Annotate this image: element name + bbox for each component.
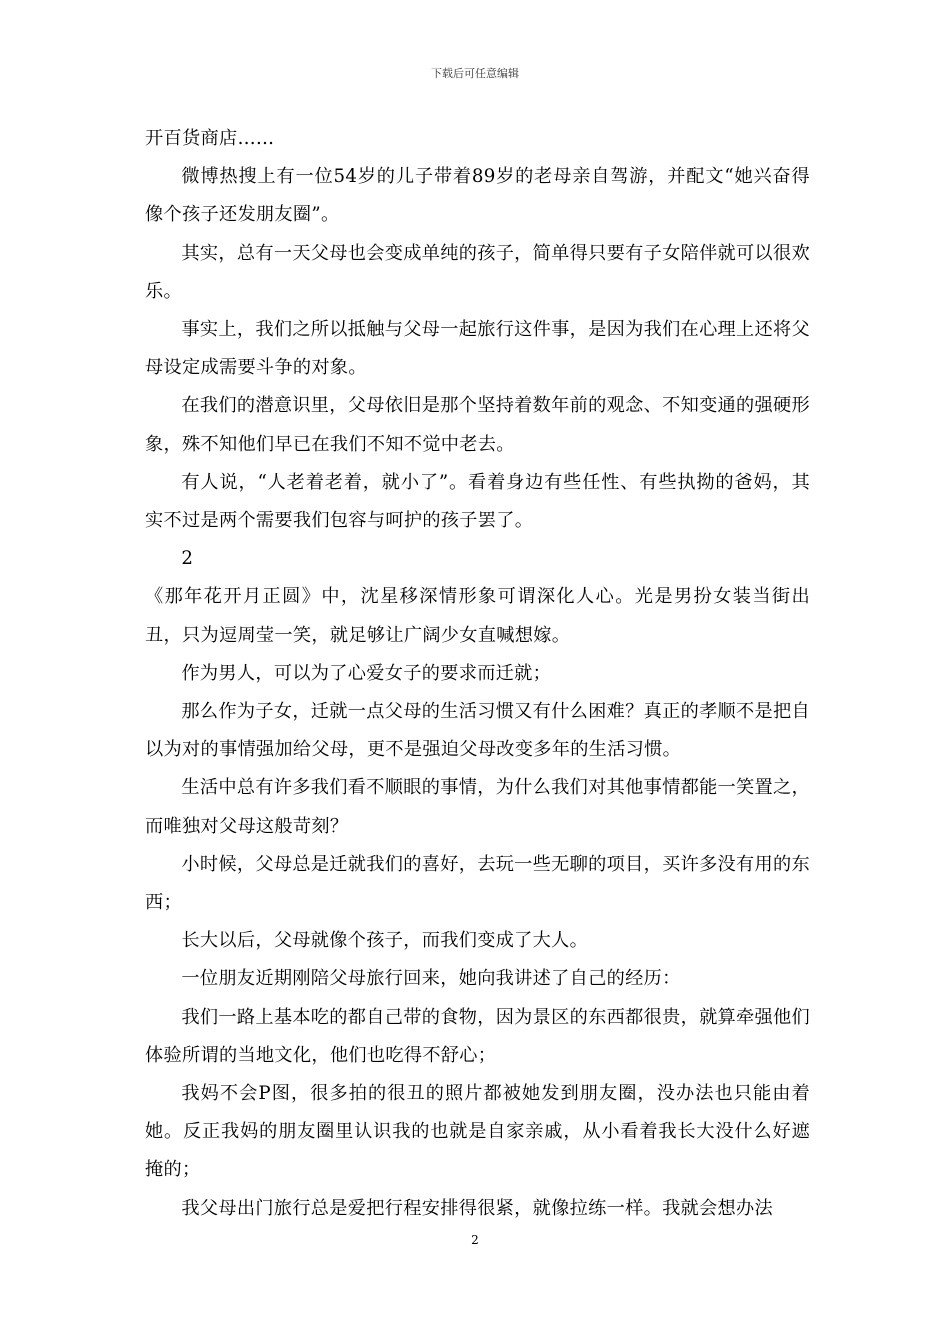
paragraph: 开百货商店…… [145, 128, 275, 149]
paragraph: 长大以后，父母就像个孩子，而我们变成了大人。 [181, 930, 589, 952]
paragraph: 事实上，我们之所以抵触与父母一起旅行这件事，是因为我们在心理上还将父母设定成需要斗争的对象。 [145, 319, 810, 379]
section-number: 2 [181, 548, 194, 570]
paragraph: 作为男人，可以为了心爱女子的要求而迁就； [181, 662, 552, 684]
paragraph: 一位朋友近期刚陪父母旅行回来，她向我讲述了自己的经历： [181, 968, 681, 990]
paragraph: 在我们的潜意识里，父母依旧是那个坚持着数年前的观念、不知变通的强硬形象，殊不知他们早已在我们不知不觉中老去。 [145, 395, 810, 455]
paragraph: 小时候，父母总是迁就我们的喜好，去玩一些无聊的项目，买许多没有用的东西； [145, 853, 810, 914]
paragraph: 微博热搜上有一位54岁的儿子带着89岁的老母亲自驾游，并配文“她兴奋得像个孩子还发朋友圈”。 [145, 166, 810, 226]
paragraph: 其实，总有一天父母也会变成单纯的孩子，简单得只要有子女陪伴就可以很欢乐。 [145, 242, 810, 302]
page-number: 2 [471, 1233, 479, 1247]
paragraph: 生活中总有许多我们看不顺眼的事情，为什么我们对其他事情都能一笑置之，而唯独对父母这般苛刻？ [145, 777, 810, 837]
paragraph: 有人说，“人老着老着，就小了”。看着身边有些任性、有些执拗的爸妈，其实不过是两个需要我们包容与呵护的孩子罢了。 [145, 471, 810, 532]
paragraph: 我们一路上基本吃的都自己带的食物，因为景区的东西都很贵，就算牵强他们体验所谓的当地文化，他们也吃得不舒心； [145, 1006, 810, 1066]
paragraph: 《那年花开月正圆》中，沈星移深情形象可谓深化人心。光是男扮女装当街出丑，只为逗周莹一笑，就足够让广阔少女直喊想嫁。 [145, 586, 810, 646]
paragraph: 那么作为子女，迁就一点父母的生活习惯又有什么困难？真正的孝顺不是把自以为对的事情强加给父母，更不是强迫父母改变多年的生活习惯。 [145, 701, 810, 761]
body-text [145, 120, 810, 1228]
paragraph: 我妈不会P图，很多拍的很丑的照片都被她发到朋友圈，没办法也只能由着她。反正我妈的朋友圈里认识我的也就是自家亲戚，从小看着我长大没什么好遮掩的； [145, 1083, 810, 1181]
paragraph: 我父母出门旅行总是爱把行程安排得很紧，就像拉练一样。我就会想办法 [181, 1197, 773, 1219]
page-header: 下载后可任意编辑 [431, 67, 519, 80]
